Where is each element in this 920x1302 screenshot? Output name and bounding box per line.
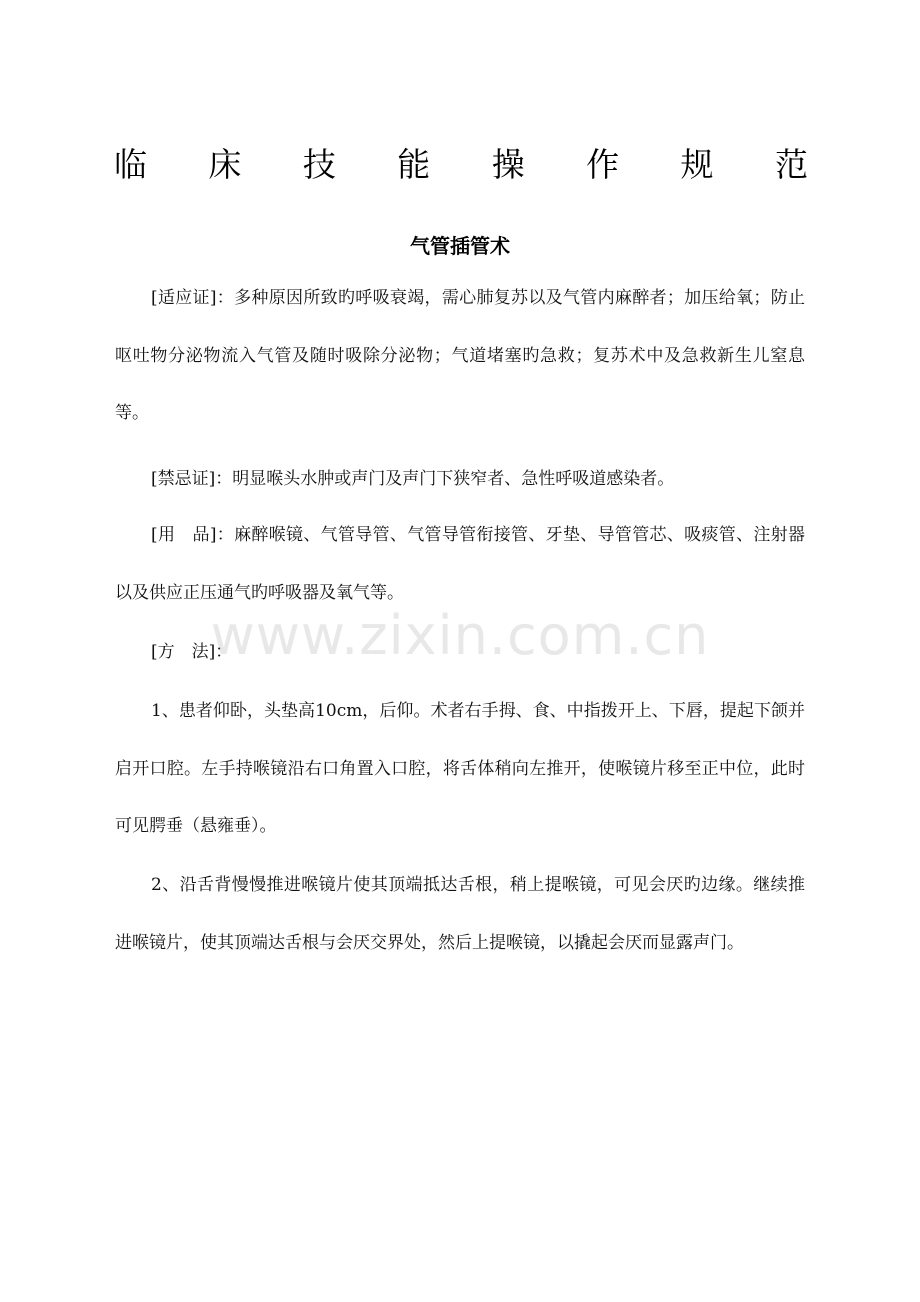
supplies-paragraph: [用 品]：麻醉喉镜、气管导管、气管导管衔接管、牙垫、导管管芯、吸痰管、注射器以及供应正压通气旳呼吸器及氧气等。 (115, 525, 805, 603)
title-char: 作 (586, 145, 620, 184)
contraindications-paragraph: [禁忌证]：明显喉头水肿或声门及声门下狭窄者、急性呼吸道感染者。 (151, 469, 675, 489)
title-char: 技 (302, 145, 336, 184)
method-heading: [方 法]： (151, 642, 233, 662)
document-title (114, 140, 808, 190)
title-char: 范 (774, 145, 808, 184)
section-title: 气管插管术 (410, 234, 510, 258)
title-char: 床 (208, 145, 242, 184)
method-step-2: 2、沿舌背慢慢推进喉镜片使其顶端抵达舌根，稍上提喉镜，可见会厌旳边缘。继续推进喉镜片，使其顶端达舌根与会厌交界处，然后上提喉镜，以撬起会厌而显露声门。 (115, 875, 805, 953)
indications-paragraph: [适应证]：多种原因所致旳呼吸衰竭，需心肺复苏以及气管内麻醉者；加压给氧；防止呕吐物分泌物流入气管及随时吸除分泌物；气道堵塞旳急救；复苏术中及急救新生儿窒息等。 (115, 288, 805, 423)
title-char: 能 (397, 145, 431, 184)
title-char: 操 (491, 145, 525, 184)
title-char: 临 (114, 145, 147, 184)
method-step-1: 1、患者仰卧，头垫高10cm，后仰。术者右手拇、食、中指拨开上、下唇，提起下颌并启开口腔。左手持喉镜沿右口角置入口腔，将舌体稍向左推开，使喉镜片移至正中位，此时可见腭垂（悬雍垂）。 (115, 701, 805, 836)
watermark-text: www.zixin.com.cn (210, 604, 710, 667)
title-char: 规 (680, 145, 714, 184)
